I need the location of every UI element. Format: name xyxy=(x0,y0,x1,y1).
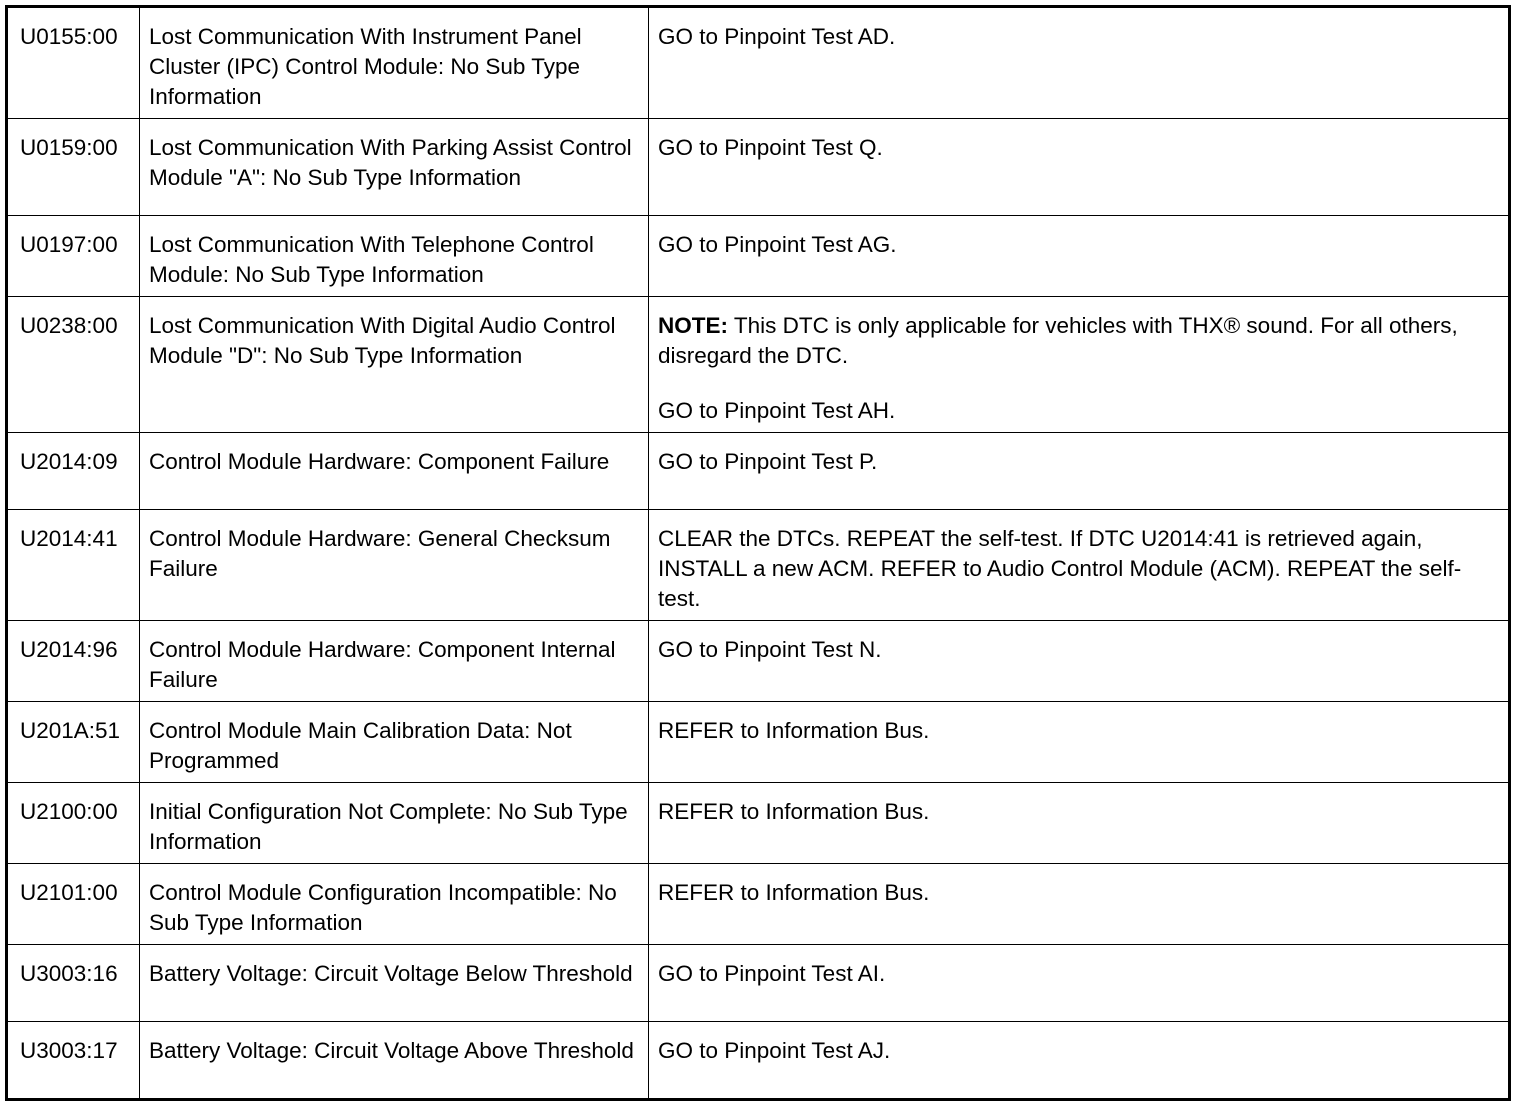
dtc-action-cell: GO to Pinpoint Test AI. xyxy=(649,945,1510,1022)
dtc-table xyxy=(5,5,1511,1101)
dtc-code-cell: U0159:00 xyxy=(7,119,140,216)
dtc-description-cell: Control Module Hardware: Component Failure xyxy=(140,433,649,510)
dtc-action-cell: GO to Pinpoint Test Q. xyxy=(649,119,1510,216)
dtc-code-cell: U2014:41 xyxy=(7,510,140,621)
dtc-action-cell: GO to Pinpoint Test P. xyxy=(649,433,1510,510)
table-row xyxy=(7,945,1510,1022)
dtc-action-cell: GO to Pinpoint Test AD. xyxy=(649,7,1510,119)
dtc-code-cell: U0155:00 xyxy=(7,7,140,119)
dtc-description-cell: Control Module Configuration Incompatible: No Sub Type Information xyxy=(140,864,649,945)
dtc-code-cell: U2014:96 xyxy=(7,621,140,702)
dtc-action-cell: GO to Pinpoint Test N. xyxy=(649,621,1510,702)
dtc-code-cell: U3003:16 xyxy=(7,945,140,1022)
dtc-description-cell: Lost Communication With Digital Audio Control Module "D": No Sub Type Information xyxy=(140,297,649,433)
dtc-description-cell: Lost Communication With Instrument Panel Cluster (IPC) Control Module: No Sub Type Information xyxy=(140,7,649,119)
dtc-code-cell: U2101:00 xyxy=(7,864,140,945)
dtc-description-cell: Battery Voltage: Circuit Voltage Below Threshold xyxy=(140,945,649,1022)
dtc-description-cell: Lost Communication With Parking Assist Control Module "A": No Sub Type Information xyxy=(140,119,649,216)
table-row xyxy=(7,433,1510,510)
dtc-action-cell: GO to Pinpoint Test AJ. xyxy=(649,1022,1510,1100)
dtc-code-cell: U2100:00 xyxy=(7,783,140,864)
dtc-action-cell xyxy=(649,297,1510,433)
action-paragraph: GO to Pinpoint Test AH. xyxy=(658,398,896,423)
dtc-description-cell: Initial Configuration Not Complete: No Sub Type Information xyxy=(140,783,649,864)
table-row xyxy=(7,510,1510,621)
table-row xyxy=(7,297,1510,433)
note-paragraph xyxy=(658,311,1500,371)
table-row xyxy=(7,864,1510,945)
dtc-code-cell: U2014:09 xyxy=(7,433,140,510)
note-text: This DTC is only applicable for vehicles with THX® sound. For all others, disregard the DTC. xyxy=(658,313,1458,368)
dtc-action-cell: REFER to Information Bus. xyxy=(649,702,1510,783)
dtc-code-cell: U201A:51 xyxy=(7,702,140,783)
dtc-description-cell: Control Module Hardware: Component Internal Failure xyxy=(140,621,649,702)
dtc-action-cell: CLEAR the DTCs. REPEAT the self-test. If DTC U2014:41 is retrieved again, INSTALL a new ACM. REFER to Audio Control Module (ACM). REPEAT the self-test. xyxy=(649,510,1510,621)
table-row xyxy=(7,1022,1510,1100)
table-row xyxy=(7,216,1510,297)
dtc-action-cell: REFER to Information Bus. xyxy=(649,864,1510,945)
dtc-code-cell: U0238:00 xyxy=(7,297,140,433)
dtc-action-cell: GO to Pinpoint Test AG. xyxy=(649,216,1510,297)
dtc-description-cell: Lost Communication With Telephone Control Module: No Sub Type Information xyxy=(140,216,649,297)
dtc-description-cell: Control Module Hardware: General Checksum Failure xyxy=(140,510,649,621)
table-row xyxy=(7,7,1510,119)
table-row xyxy=(7,783,1510,864)
table-row xyxy=(7,119,1510,216)
dtc-action-cell: REFER to Information Bus. xyxy=(649,783,1510,864)
dtc-code-cell: U3003:17 xyxy=(7,1022,140,1100)
dtc-description-cell: Battery Voltage: Circuit Voltage Above Threshold xyxy=(140,1022,649,1100)
note-label: NOTE: xyxy=(658,313,728,338)
dtc-code-cell: U0197:00 xyxy=(7,216,140,297)
dtc-description-cell: Control Module Main Calibration Data: Not Programmed xyxy=(140,702,649,783)
table-row xyxy=(7,702,1510,783)
table-row xyxy=(7,621,1510,702)
